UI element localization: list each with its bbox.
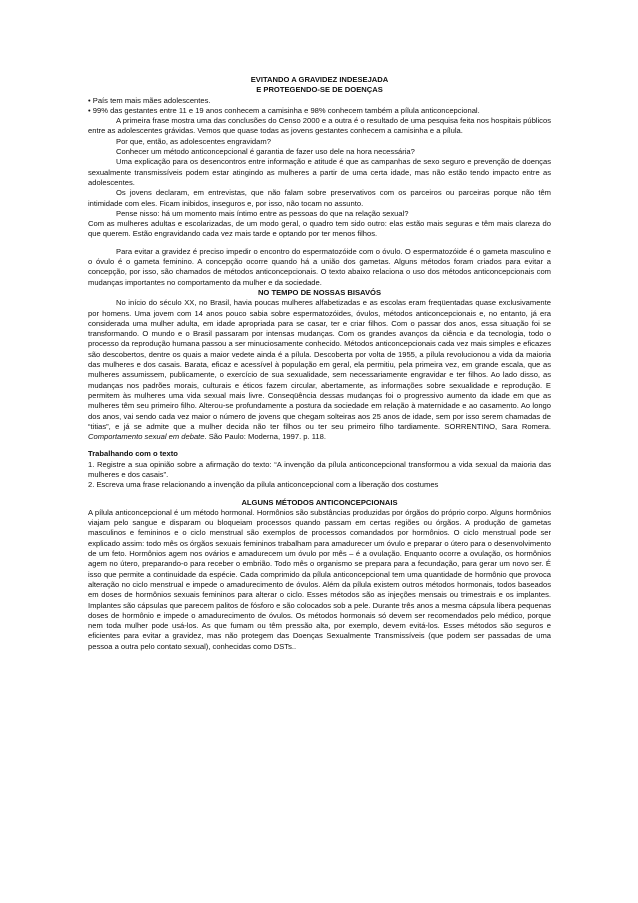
section-heading-bisavos: NO TEMPO DE NOSSAS BISAVÓS bbox=[257, 287, 382, 297]
citation-author: SORRENTINO, Sara Romera. bbox=[444, 421, 551, 431]
intro-question: Conhecer um método anticoncepcional é garantia de fazer uso dele na hora necessária? bbox=[116, 147, 415, 157]
section-heading-metodos: ALGUNS MÉTODOS ANTICONCEPCIONAIS bbox=[241, 497, 398, 507]
section-body-metodos: A pílula anticoncepcional é um método hormonal. Hormônios são substâncias produzidas por órgãos do próprio corpo. Alguns hormônios viajam pelo sangue e disparam ou bloqueiam processos quando passam em certas regiões ou órgãos. A produção de gametas masculinos e femininos e o ciclo menstrual são exemplos de processos comandados por hormônios. O ciclo menstrual pode ser explicado assim: todo mês os órgãos sexuais femininos trabalham para amadurecer um óvulo e preparar o útero para o desenvolvimento de um feto. Hormônios agem nos ovários e amadurecem um óvulo por mês – é a ovulação. Enquanto ocorre a ovulação, os hormônios agem no útero, preparando-o para receber o embrião. Todo mês o organismo se prepara para a fecundação, para gerar um novo ser. É isso que permite a continuidade da espécie. Cada comprimido da pílula anticoncepcional tem uma quantidade de hormônio que provoca alteração no ciclo menstrual e impede o amadurecimento de óvulos. Além da pílula existem outros métodos hormonais, todos baseados em doses de hormônios sexuais femininos para alterar o ciclo. Esses métodos são as injeções mensais ou trimestrais e os implantes. Implantes são cápsulas que parecem palitos de fósforo e são colocados sob a pele. Durante três anos a mesma cápsula libera pequenas doses de hormônio e impede o amadurecimento de óvulos. Os métodos hormonais só devem ser recomendados pelo médico, porque nem toda mulher pode usá-los. As que fumam ou têm pressão alta, por exemplo, devem evitá-los. Esses métodos são seguros e eficientes para evitar a gravidez, mas não protegem das Doenças Sexualmente Transmissíveis (que podem ser passadas de uma pessoa a outra pelo contato sexual), conhecidas como DSTs.. bbox=[88, 507, 551, 651]
exercise-item: 2. Escreva uma frase relacionando a invenção da pílula anticoncepcional com a liberação dos costumes bbox=[88, 480, 439, 490]
document-title-line1: EVITANDO A GRAVIDEZ INDESEJADA bbox=[250, 75, 389, 84]
intro-question: Pense nisso: há um momento mais íntimo entre as pessoas do que na relação sexual? bbox=[116, 208, 409, 218]
conception-paragraph: Para evitar a gravidez é preciso impedir o encontro do espermatozóide com o óvulo. O espermatozóide é o gameta masculino e o óvulo é o gameta feminino. A concepção ocorre quando há a união dos gametas. Alguns métodos foram criados para evitar a concepção, por isso, são chamados de métodos anticoncepcionais. O texto abaixo relaciona o uso dos métodos anticoncepcionais com mudanças importantes no comportamento da mulher e da sociedade. bbox=[88, 246, 551, 287]
section-body-text: No início do século XX, no Brasil, havia poucas mulheres alfabetizadas e as escolas eram freqüentadas quase exclusivamente por homens. Uma jovem com 14 anos pouco sabia sobre espermatozóides, óvulos, métodos anticoncepcionais e, no entanto, já era considerada uma mulher adulta, em idade apropriada para se casar, ter e criar filhos. Com o passar dos anos, essa situação foi se transformando. O mundo e o Brasil passaram por intensas mudanças. Com os grandes avanços da ciência e da tecnologia, todo o processo da reprodução humana passou a ser minuciosamente conhecido. Métodos anticoncepcionais cada vez mais simples e eficazes são descobertos, dentre os quais a maior vedete ainda é a pílula. Descoberta por volta de 1955, a pílula revolucionou a vida da maioria das mulheres e dos casais. Barata, eficaz e acessível à população em geral, ela permitiu, pela primeira vez, em grande escala, que as mulheres assumissem, publicamente, o exercício de sua sexualidade, sem necessariamente engravidar e ter filhos. Ao lado disso, as mudanças nos padrões morais, culturais e éticos fazem circular, abertamente, as informações sobre sexualidade e reprodução. E permitem às mulheres uma vida sexual mais livre. Conseqüência dessas mudanças foi o progressivo aumento da idade em que as mulheres têm seu primeiro filho. Alterou-se profundamente a postura da sociedade em relação à maternidade e ao casamento. Ao longo dos anos, vai sendo cada vez maior o número de jovens que chegam solteiras aos 25 anos de idade, sem por isso serem chamadas de “titias”, e já se admite que a mulher decida não ter filhos ou ter seu primeiro filho tardiamente. bbox=[88, 298, 551, 431]
intro-paragraph: Uma explicação para os desencontros entre informação e atitude é que as campanhas de sexo seguro e prevenção de doenças sexualmente transmissíveis podem estar atingindo as mulheres a partir de uma certa idade, mas não estão tendo impacto entre as adolescentes. bbox=[88, 157, 551, 187]
intro-question: Por que, então, as adolescentes engravidam? bbox=[116, 136, 271, 146]
exercise-heading: Trabalhando com o texto bbox=[88, 449, 178, 459]
intro-paragraph: Os jovens declaram, em entrevistas, que não falam sobre preservativos com os parceiros ou parceiras porque não têm intimidade com eles. Ficam inibidos, inseguros e, por isso, não tocam no assunto. bbox=[88, 188, 551, 208]
intro-paragraph: A primeira frase mostra uma das conclusões do Censo 2000 e a outra é o resultado de uma pesquisa feita nos hospitais públicos entre as adolescentes grávidas. Vemos que quase todas as jovens gestantes conhecem a camisinha e a pílula. bbox=[88, 116, 551, 136]
bullet-item: • País tem mais mães adolescentes. bbox=[88, 95, 211, 105]
intro-tail-paragraph: Com as mulheres adultas e escolarizadas, de um modo geral, o quadro tem sido outro: elas estão mais seguras e têm mais clareza do que querem. Estão engravidando cada vez mais tarde e optando por ter menos filhos. bbox=[88, 219, 551, 239]
exercise-item: 1. Registre a sua opinião sobre a afirmação do texto: “A invenção da pílula anticoncepcional transformou a vida sexual da maioria das mulheres e dos casais”. bbox=[88, 459, 551, 479]
section-body-bisavos bbox=[88, 298, 551, 442]
document-title-line2: E PROTEGENDO-SE DE DOENÇAS bbox=[256, 85, 383, 95]
document-page bbox=[88, 75, 551, 652]
bullet-item: • 99% das gestantes entre 11 e 19 anos conhecem a camisinha e 98% conhecem também a pílula anticoncepcional. bbox=[88, 105, 480, 115]
citation-title: Comportamento sexual em debate bbox=[88, 432, 205, 442]
citation-rest: . São Paulo: Moderna, 1997. p. 118. bbox=[204, 432, 326, 442]
